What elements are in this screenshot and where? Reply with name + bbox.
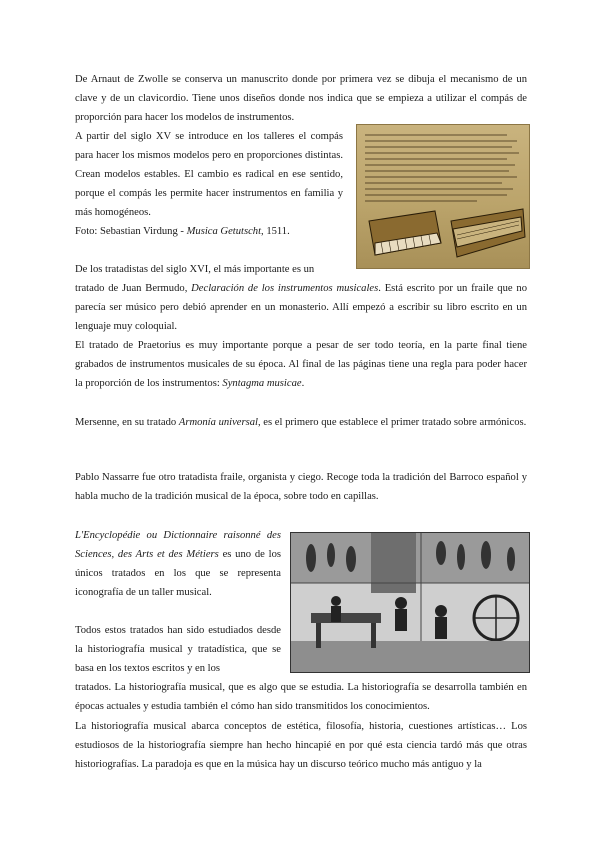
paragraph-historiografia-wide: tratados. La historiografía musical, que es algo que se estudia. La historiografía se desarrolla también en épocas actuales y estudia también el cómo han sido transmitidos los conocimientos. bbox=[75, 682, 527, 712]
paragraph-nassarre: Pablo Nassarre fue otro tratadista fraile, organista y ciego. Recoge toda la tradición del Barroco español y habla mucho de la tradición musical de la época, sobre todo en capillas. bbox=[75, 472, 527, 502]
paragraph-bermudo: De los tratadistas del siglo XVI, el más importante es un tratado de Juan Bermudo, Declaración de los instrumentos musicales. Está escrito por un fraile que no parecía ser músico pero debió aprender en un monasterio. Allí empezó a escribir su libro escrito en un lenguaje muy coloquial. bbox=[75, 264, 527, 332]
paragraph-historiografia-narrow: Todos estos tratados han sido estudiados desde la historiografía musical y tratadística, que se basa en los textos escritos y en los bbox=[75, 625, 281, 674]
paragraph-compas: A partir del siglo XV se introduce en los talleres el compás para hacer los mismos modelos pero en proporciones distintas. Crean modelos estables. El cambio es radical en ese sentido, porque el compás les permite hacer instrumentos en familia y más homogéneos. bbox=[75, 131, 343, 218]
paragraph-praetorius: El tratado de Praetorius es muy importante porque a pesar de ser todo teoría, en la parte final tiene grabados de instrumentos musicales de su época. Al final de las páginas tiene una regla para poder hacer la proporción de los instrumentos: Syntagma musicae. bbox=[75, 340, 527, 389]
paragraph-encyclopedie: L'Encyclopédie ou Dictionnaire raisonné des Sciences, des Arts et des Métiers es uno de los únicos tratados en los que se representa iconografía de un taller musical. bbox=[75, 530, 282, 598]
paragraph-zwolle: De Arnaut de Zwolle se conserva un manuscrito donde por primera vez se dibuja el mecanismo de un clave y de un clavicordio. Tiene unos diseños donde nos indica que se empieza a utilizar el compás de proporción para hacer los modelos de instrumentos. bbox=[75, 74, 527, 123]
encyclopedie-workshop-engraving bbox=[290, 532, 530, 673]
photo-caption: Foto: Sebastian Virdung - Musica Getutscht, 1511. bbox=[75, 226, 290, 237]
paragraph-mersenne: Mersenne, en su tratado Armonía universal, es el primero que establece el primer tratado sobre armónicos. bbox=[75, 417, 527, 428]
virdung-clavichord-image bbox=[356, 124, 530, 269]
paragraph-historiografia-abarca: La historiografía musical abarca conceptos de estética, filosofía, historia, cuestiones artísticas… Los estudiosos de la historiografía siempre han hecho hincapié en por qué esta ciencia tardó más que otras historiografías. La paradoja es que en la música hay un discurso teórico mucho más antiguo y la bbox=[75, 721, 527, 770]
